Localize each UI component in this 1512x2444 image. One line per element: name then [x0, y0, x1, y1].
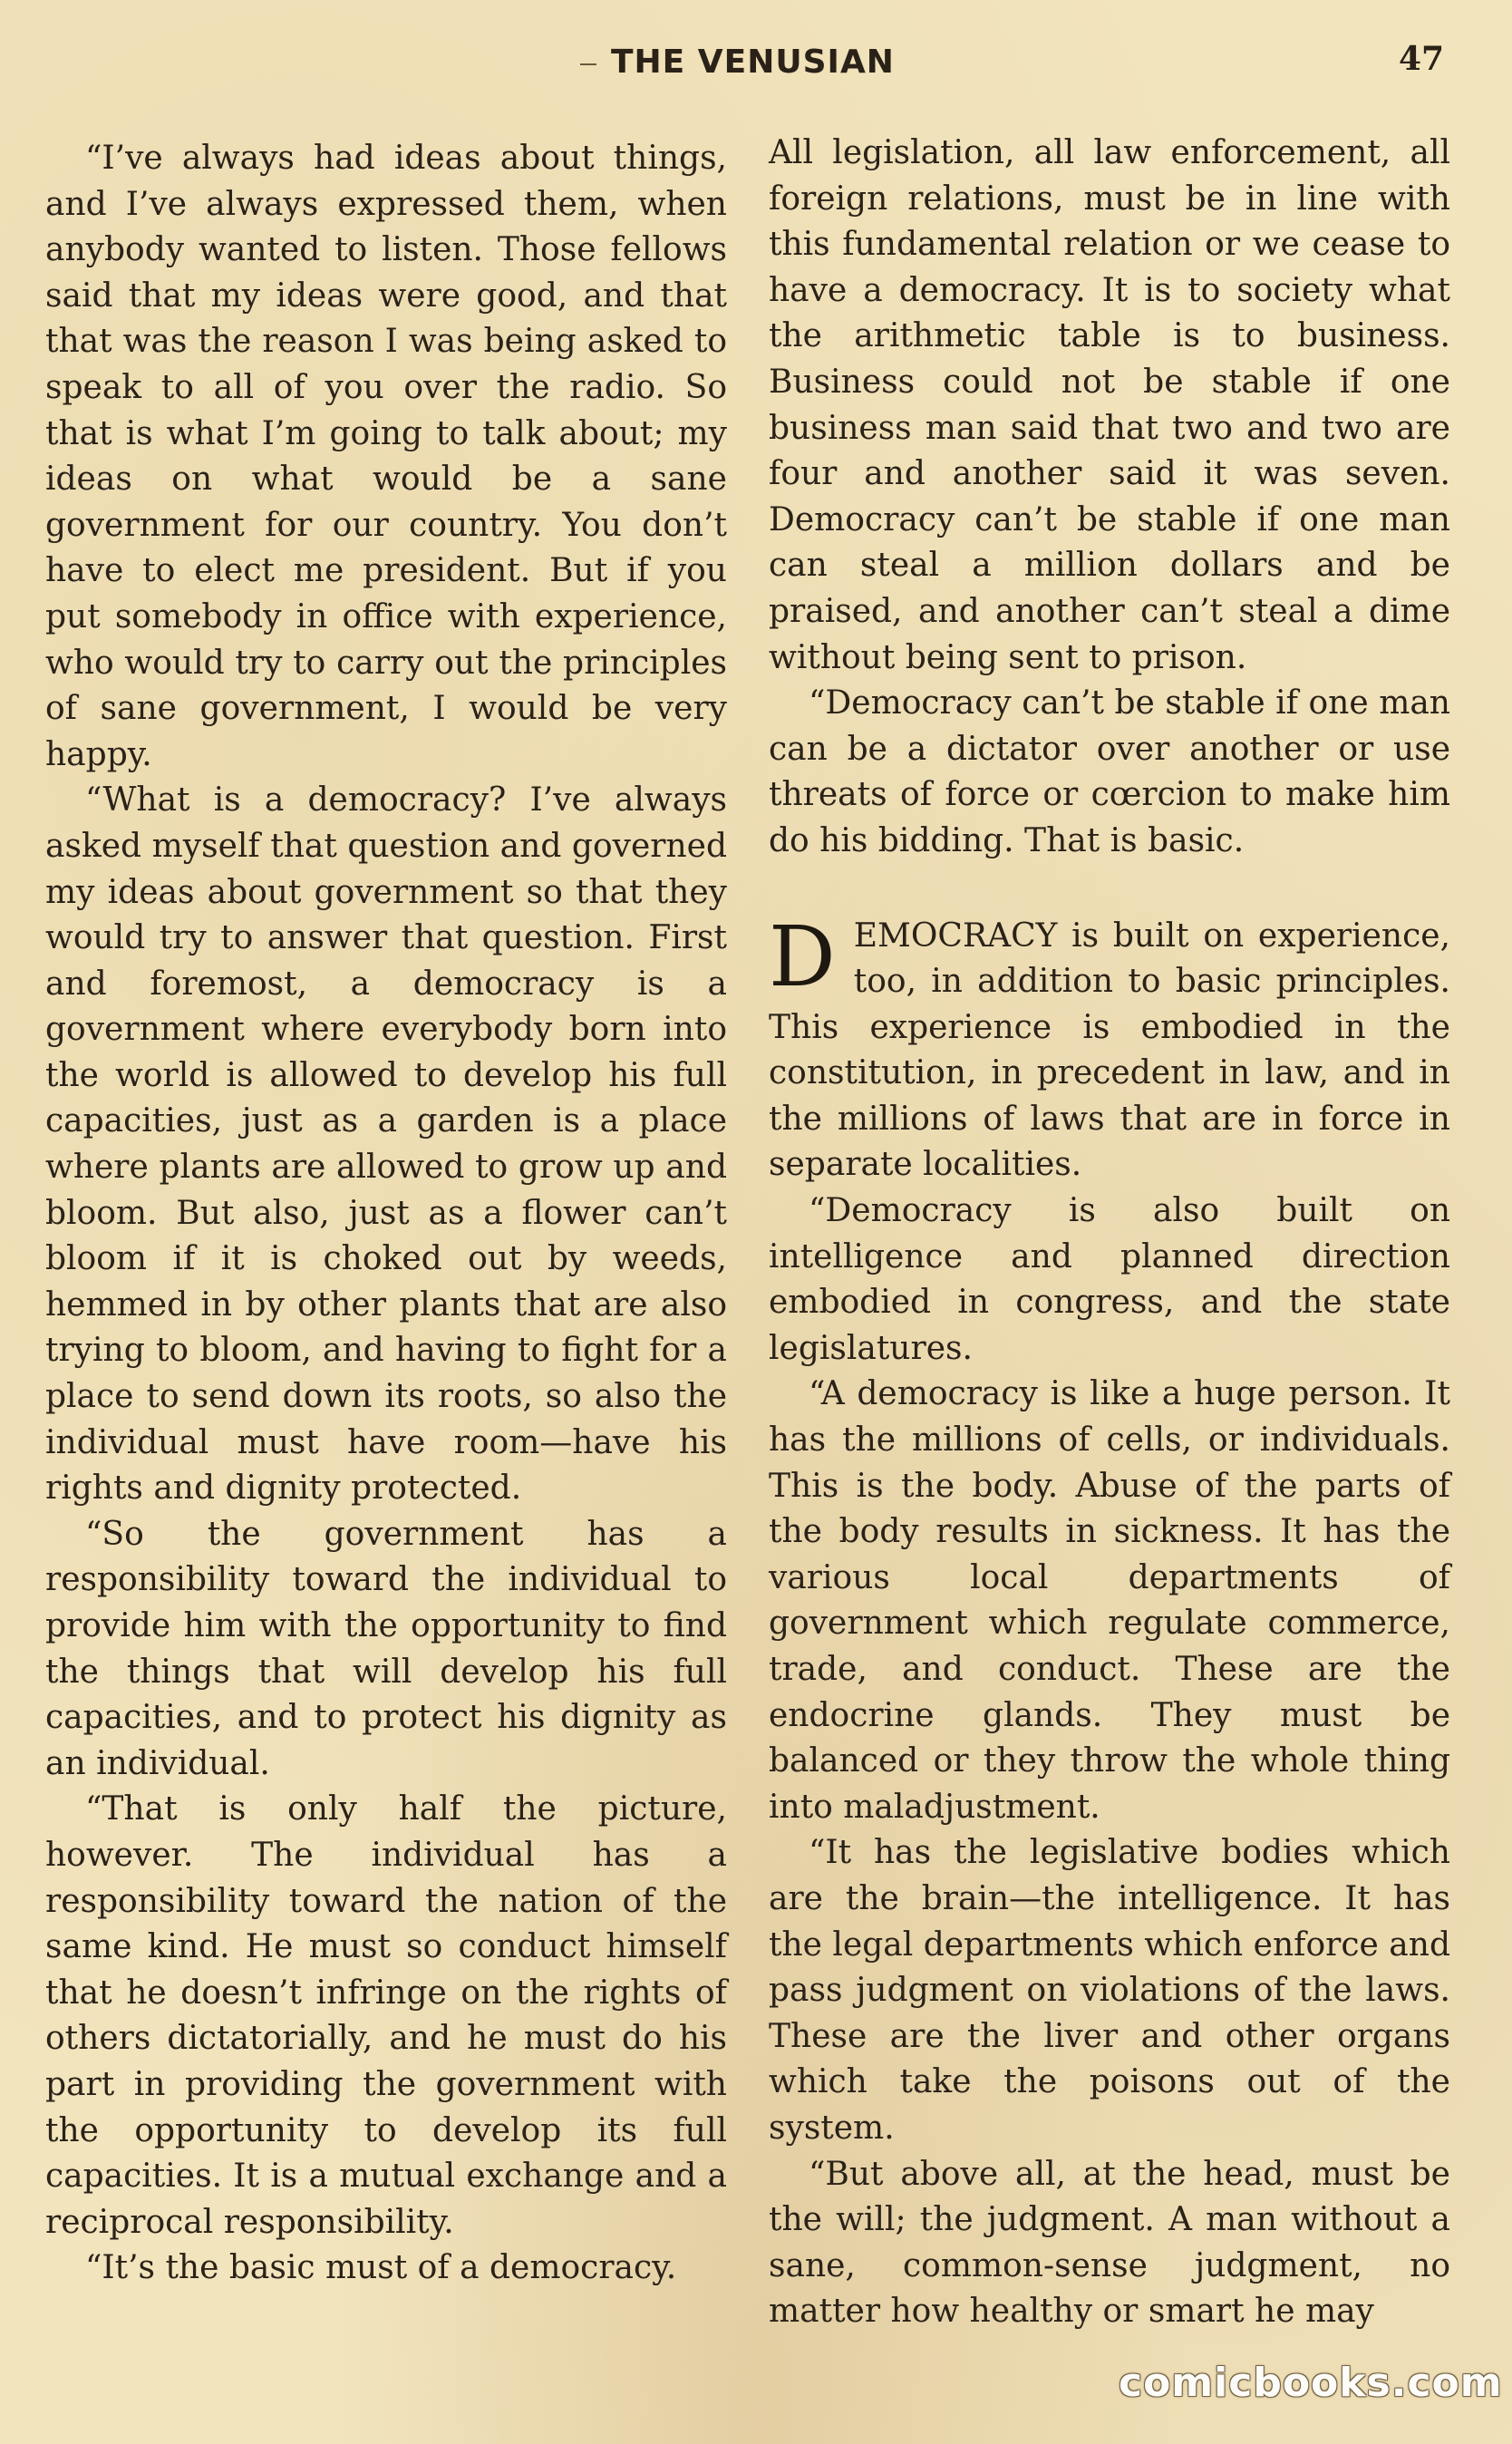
- dropcap-paragraph: [769, 907, 1450, 1189]
- paragraph: “Democracy is also built on intelligence and planned direction embodied in congress, and the state legislatures.: [769, 1192, 1450, 1367]
- paragraph: “So the government has a responsibility toward the individual to provide him with the opportunity to find the things that will develop his full capacities, and to protect his dignity as an individual.: [45, 1515, 727, 1782]
- watermark-logo: comicbooks.com: [1119, 2360, 1503, 2406]
- paragraph: “But above all, at the head, must be the will; the judgment. A man without a sane, common-sense judgment, no matter how healthy or smart he may: [769, 2155, 1450, 2331]
- paragraph: “That is only half the picture, however. The individual has a responsibility toward the nation of the same kind. He must so conduct himself that he doesn’t infringe on the rights of others dictatorially, and he must do his part in providing the government with the opportunity to develop its full capacities. It is a mutual exchange and a reciprocal responsibility.: [45, 1790, 727, 2241]
- paragraph: “It has the legislative bodies which are the brain—the intelligence. It has the legal departments which enforce and pass judgment on violations of the laws. These are the liver and other organs which take the poisons out of the system.: [769, 1834, 1450, 2147]
- right-column: [769, 131, 1450, 2335]
- paragraph: “I’ve always had ideas about things, and I’ve always expressed them, when anybody wanted to listen. Those fellows said that my ideas were good, and that that was the reason I was being asked to speak to all of you over the radio. So that is what I’m going to talk about; my ideas on what would be a sane government for our country. You don’t have to elect me president. But if you put somebody in office with experience, who would try to carry out the principles of sane government, I would be very happy.: [45, 140, 727, 773]
- left-column: [45, 136, 727, 2292]
- header-dash: [580, 63, 596, 65]
- running-title: THE VENUSIAN: [611, 44, 895, 81]
- page-number: 47: [1399, 40, 1445, 78]
- paragraph: “A democracy is like a huge person. It has the millions of cells, or individuals. This is the body. Abuse of the parts of the body results in sickness. It has the various local departments of government which regulate commerce, trade, and conduct. These are the endocrine glands. They must be balanced or they throw the whole thing into maladjustment.: [769, 1375, 1450, 1826]
- section-break: [769, 865, 1450, 914]
- running-head: [0, 40, 1512, 89]
- dropcap-paragraph-text: EMOCRACY is built on experience, too, in addition to basic principles. This experience is embodied in the constitution, in precedent in law, and in the millions of laws that are in force in separate localities.: [769, 916, 1450, 1184]
- paragraph: “Democracy can’t be stable if one man can be a dictator over another or use threats of force or cœrcion to make him do his bidding. That is basic.: [769, 684, 1450, 859]
- paragraph: All legislation, all law enforcement, all foreign relations, must be in line with this fundamental relation or we cease to have a democracy. It is to society what the arithmetic table is to business. Business could not be stable if one business man said that two and two are four and another said it was seven. Democracy can’t be stable if one man can steal a million dollars and be praised, and another can’t steal a dime without being sent to prison.: [769, 134, 1450, 676]
- paragraph: “It’s the basic must of a democracy.: [85, 2249, 677, 2287]
- drop-cap: D: [769, 907, 836, 1005]
- paragraph: “What is a democracy? I’ve always asked myself that question and governed my ideas about government so that they would try to answer that question. First and foremost, a democracy is a government where everybody born into the world is allowed to develop his full capacities, just as a garden is a place where plants are allowed to grow up and bloom. But also, just as a flower can’t bloom if it is choked out by weeds, hemmed in by other plants that are also trying to bloom, and having to fight for a place to send down its roots, so also the individual must have room—have his rights and dignity protected.: [45, 781, 727, 1508]
